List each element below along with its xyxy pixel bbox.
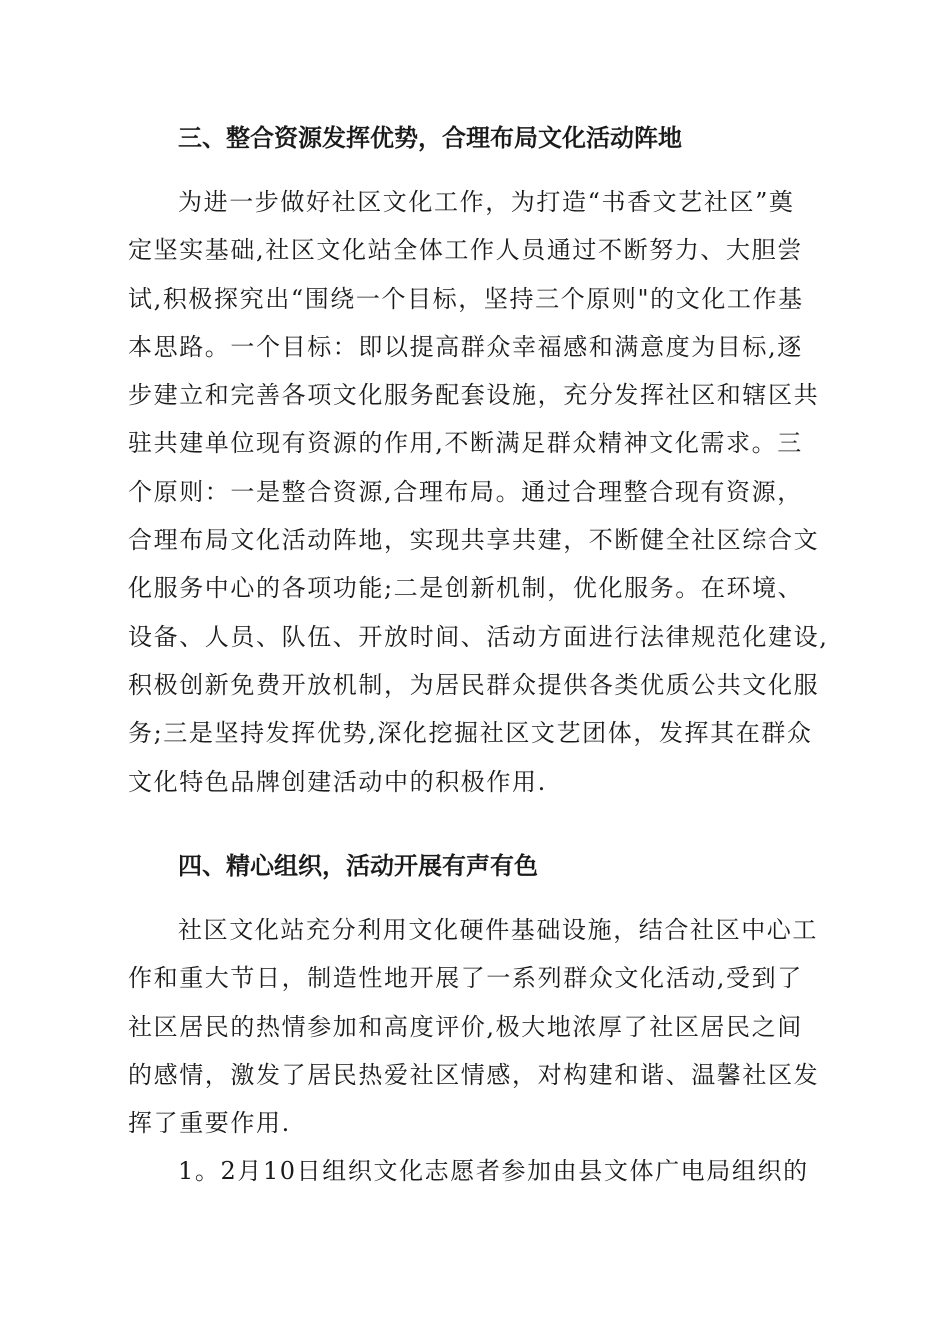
paragraph-line: 设备、人员、队伍、开放时间、活动方面进行法律规范化建设, [128, 622, 829, 651]
paragraph-line: 挥了重要作用. [128, 1109, 291, 1138]
paragraph-line: 作和重大节日，制造性地开展了一系列群众文化活动,受到了 [128, 964, 803, 993]
paragraph-line: 1。2月10日组织文化志愿者参加由县文体广电局组织的 [178, 1157, 809, 1185]
paragraph-line: 个原则：一是整合资源,合理布局。通过合理整合现有资源， [128, 477, 803, 506]
paragraph-line: 步建立和完善各项文化服务配套设施，充分发挥社区和辖区共 [128, 381, 820, 410]
paragraph-line: 社区居民的热情参加和高度评价,极大地浓厚了社区居民之间 [128, 1012, 803, 1041]
section-3-paragraph [128, 178, 828, 806]
section-4-paragraph [128, 906, 828, 1147]
paragraph-line: 定坚实基础,社区文化站全体工作人员通过不断努力、大胆尝 [128, 236, 803, 265]
item-1-paragraph [128, 1147, 828, 1195]
section-4-heading: 四、精心组织，活动开展有声有色 [178, 852, 538, 880]
paragraph-line: 化服务中心的各项功能;二是创新机制，优化服务。在环境、 [128, 574, 804, 603]
paragraph-line: 文化特色品牌创建活动中的积极作用. [128, 767, 547, 796]
paragraph-line: 试,积极探究出“围绕一个目标，坚持三个原则"的文化工作基 [128, 284, 804, 313]
paragraph-line: 合理布局文化活动阵地，实现共享共建，不断健全社区综合文 [128, 526, 820, 555]
paragraph-line: 驻共建单位现有资源的作用,不断满足群众精神文化需求。三 [128, 429, 803, 458]
paragraph-line: 为进一步做好社区文化工作，为打造“书香文艺社区”奠 [178, 188, 795, 216]
paragraph-line: 本思路。一个目标：即以提高群众幸福感和满意度为目标,逐 [128, 332, 803, 361]
section-3-heading: 三、整合资源发挥优势，合理布局文化活动阵地 [178, 124, 682, 152]
paragraph-line: 的感情，激发了居民热爱社区情感，对构建和谐、温馨社区发 [128, 1060, 820, 1089]
paragraph-line: 社区文化站充分利用文化硬件基础设施，结合社区中心工 [178, 916, 818, 944]
paragraph-line: 务;三是坚持发挥优势,深化挖掘社区文艺团体，发挥其在群众 [128, 719, 813, 748]
paragraph-line: 积极创新免费开放机制，为居民群众提供各类优质公共文化服 [128, 670, 820, 699]
